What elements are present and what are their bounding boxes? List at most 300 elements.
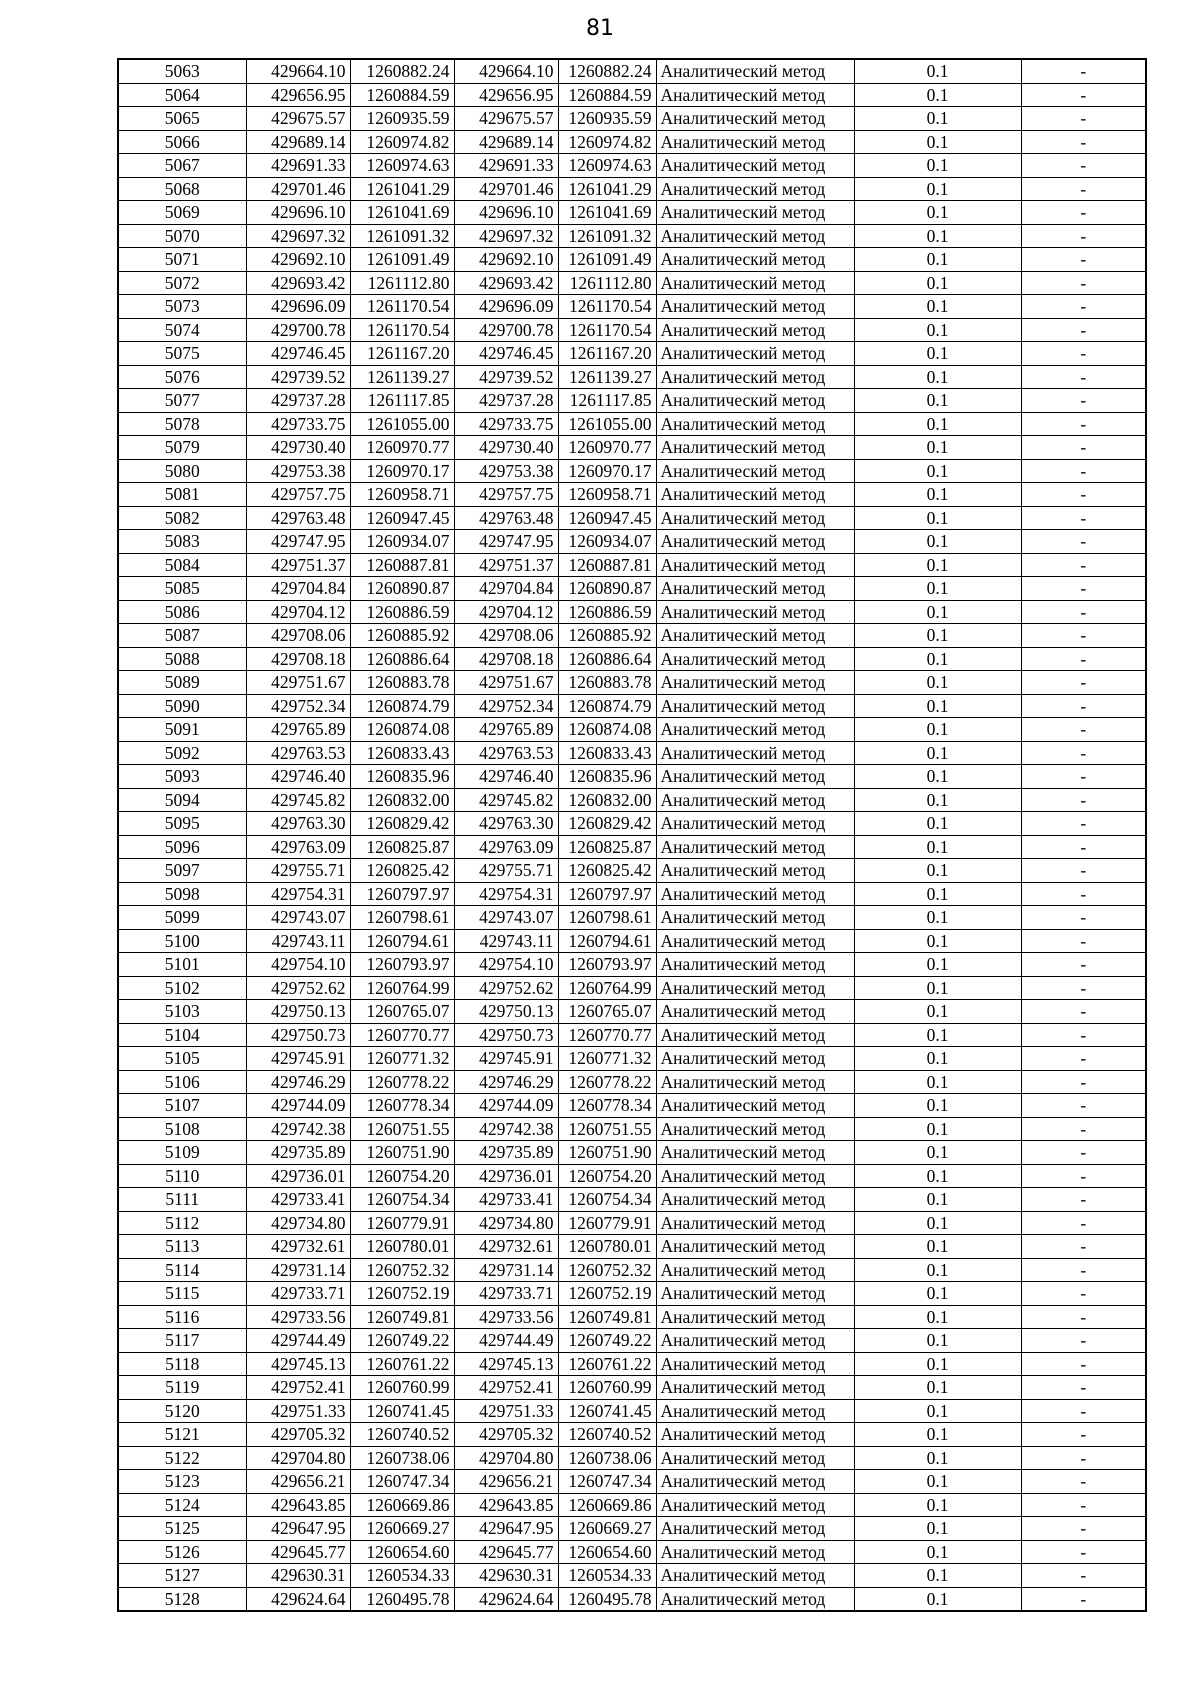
x-coordinate-cell: 429708.06 <box>454 624 558 648</box>
point-number-cell: 5101 <box>118 953 246 977</box>
table-row <box>118 530 1146 554</box>
accuracy-cell: 0.1 <box>854 859 1021 883</box>
note-cell: - <box>1021 718 1146 742</box>
method-cell: Аналитический метод <box>656 459 854 483</box>
x-coordinate-cell: 429765.89 <box>454 718 558 742</box>
y-coordinate-cell: 1260974.63 <box>558 154 656 178</box>
x-coordinate-cell: 429693.42 <box>246 271 350 295</box>
method-cell: Аналитический метод <box>656 83 854 107</box>
note-cell: - <box>1021 812 1146 836</box>
note-cell: - <box>1021 436 1146 460</box>
point-number-cell: 5123 <box>118 1470 246 1494</box>
x-coordinate-cell: 429696.09 <box>454 295 558 319</box>
accuracy-cell: 0.1 <box>854 1423 1021 1447</box>
y-coordinate-cell: 1260761.22 <box>558 1352 656 1376</box>
x-coordinate-cell: 429704.84 <box>246 577 350 601</box>
y-coordinate-cell: 1260883.78 <box>350 671 454 695</box>
y-coordinate-cell: 1260829.42 <box>350 812 454 836</box>
y-coordinate-cell: 1260765.07 <box>350 1000 454 1024</box>
x-coordinate-cell: 429643.85 <box>454 1493 558 1517</box>
table-row <box>118 929 1146 953</box>
note-cell: - <box>1021 530 1146 554</box>
y-coordinate-cell: 1260754.34 <box>350 1188 454 1212</box>
x-coordinate-cell: 429750.13 <box>246 1000 350 1024</box>
table-row <box>118 1047 1146 1071</box>
note-cell: - <box>1021 130 1146 154</box>
coordinates-table <box>117 58 1147 1612</box>
point-number-cell: 5071 <box>118 248 246 272</box>
x-coordinate-cell: 429704.12 <box>246 600 350 624</box>
x-coordinate-cell: 429630.31 <box>454 1564 558 1588</box>
note-cell: - <box>1021 1470 1146 1494</box>
accuracy-cell: 0.1 <box>854 906 1021 930</box>
point-number-cell: 5094 <box>118 788 246 812</box>
table-row <box>118 83 1146 107</box>
y-coordinate-cell: 1260886.59 <box>350 600 454 624</box>
x-coordinate-cell: 429745.82 <box>454 788 558 812</box>
point-number-cell: 5114 <box>118 1258 246 1282</box>
method-cell: Аналитический метод <box>656 718 854 742</box>
point-number-cell: 5122 <box>118 1446 246 1470</box>
note-cell: - <box>1021 1141 1146 1165</box>
x-coordinate-cell: 429746.29 <box>454 1070 558 1094</box>
x-coordinate-cell: 429708.18 <box>246 647 350 671</box>
table-row <box>118 412 1146 436</box>
method-cell: Аналитический метод <box>656 177 854 201</box>
table-row <box>118 812 1146 836</box>
x-coordinate-cell: 429763.53 <box>454 741 558 765</box>
point-number-cell: 5124 <box>118 1493 246 1517</box>
accuracy-cell: 0.1 <box>854 647 1021 671</box>
table-row <box>118 694 1146 718</box>
y-coordinate-cell: 1260825.87 <box>350 835 454 859</box>
note-cell: - <box>1021 107 1146 131</box>
method-cell: Аналитический метод <box>656 1258 854 1282</box>
note-cell: - <box>1021 1423 1146 1447</box>
method-cell: Аналитический метод <box>656 1188 854 1212</box>
method-cell: Аналитический метод <box>656 130 854 154</box>
y-coordinate-cell: 1260747.34 <box>558 1470 656 1494</box>
accuracy-cell: 0.1 <box>854 577 1021 601</box>
x-coordinate-cell: 429742.38 <box>246 1117 350 1141</box>
x-coordinate-cell: 429696.10 <box>246 201 350 225</box>
x-coordinate-cell: 429751.33 <box>454 1399 558 1423</box>
point-number-cell: 5081 <box>118 483 246 507</box>
table-row <box>118 718 1146 742</box>
accuracy-cell: 0.1 <box>854 1188 1021 1212</box>
x-coordinate-cell: 429701.46 <box>454 177 558 201</box>
y-coordinate-cell: 1261167.20 <box>558 342 656 366</box>
x-coordinate-cell: 429733.71 <box>246 1282 350 1306</box>
y-coordinate-cell: 1260974.82 <box>350 130 454 154</box>
table-row <box>118 365 1146 389</box>
x-coordinate-cell: 429754.31 <box>246 882 350 906</box>
point-number-cell: 5103 <box>118 1000 246 1024</box>
table-row <box>118 1352 1146 1376</box>
method-cell: Аналитический метод <box>656 248 854 272</box>
x-coordinate-cell: 429731.14 <box>246 1258 350 1282</box>
note-cell: - <box>1021 295 1146 319</box>
method-cell: Аналитический метод <box>656 154 854 178</box>
accuracy-cell: 0.1 <box>854 929 1021 953</box>
table-row <box>118 788 1146 812</box>
x-coordinate-cell: 429704.84 <box>454 577 558 601</box>
method-cell: Аналитический метод <box>656 929 854 953</box>
x-coordinate-cell: 429754.10 <box>454 953 558 977</box>
x-coordinate-cell: 429730.40 <box>454 436 558 460</box>
x-coordinate-cell: 429656.95 <box>246 83 350 107</box>
note-cell: - <box>1021 1376 1146 1400</box>
x-coordinate-cell: 429754.10 <box>246 953 350 977</box>
note-cell: - <box>1021 1517 1146 1541</box>
point-number-cell: 5089 <box>118 671 246 695</box>
method-cell: Аналитический метод <box>656 389 854 413</box>
x-coordinate-cell: 429647.95 <box>454 1517 558 1541</box>
note-cell: - <box>1021 318 1146 342</box>
table-row <box>118 177 1146 201</box>
x-coordinate-cell: 429697.32 <box>454 224 558 248</box>
y-coordinate-cell: 1260793.97 <box>558 953 656 977</box>
method-cell: Аналитический метод <box>656 694 854 718</box>
y-coordinate-cell: 1260970.17 <box>350 459 454 483</box>
x-coordinate-cell: 429691.33 <box>246 154 350 178</box>
table-row <box>118 248 1146 272</box>
y-coordinate-cell: 1260794.61 <box>558 929 656 953</box>
accuracy-cell: 0.1 <box>854 1000 1021 1024</box>
point-number-cell: 5069 <box>118 201 246 225</box>
table-row <box>118 1000 1146 1024</box>
y-coordinate-cell: 1260825.42 <box>558 859 656 883</box>
point-number-cell: 5072 <box>118 271 246 295</box>
accuracy-cell: 0.1 <box>854 1587 1021 1611</box>
accuracy-cell: 0.1 <box>854 1070 1021 1094</box>
note-cell: - <box>1021 1258 1146 1282</box>
x-coordinate-cell: 429763.30 <box>454 812 558 836</box>
x-coordinate-cell: 429765.89 <box>246 718 350 742</box>
table-row <box>118 1117 1146 1141</box>
accuracy-cell: 0.1 <box>854 412 1021 436</box>
note-cell: - <box>1021 483 1146 507</box>
method-cell: Аналитический метод <box>656 201 854 225</box>
x-coordinate-cell: 429744.09 <box>454 1094 558 1118</box>
y-coordinate-cell: 1261170.54 <box>558 295 656 319</box>
point-number-cell: 5125 <box>118 1517 246 1541</box>
note-cell: - <box>1021 1493 1146 1517</box>
x-coordinate-cell: 429752.62 <box>246 976 350 1000</box>
accuracy-cell: 0.1 <box>854 765 1021 789</box>
table-row <box>118 1446 1146 1470</box>
accuracy-cell: 0.1 <box>854 530 1021 554</box>
x-coordinate-cell: 429745.13 <box>454 1352 558 1376</box>
point-number-cell: 5078 <box>118 412 246 436</box>
x-coordinate-cell: 429624.64 <box>454 1587 558 1611</box>
method-cell: Аналитический метод <box>656 859 854 883</box>
y-coordinate-cell: 1261091.49 <box>350 248 454 272</box>
method-cell: Аналитический метод <box>656 1235 854 1259</box>
table-row <box>118 1493 1146 1517</box>
point-number-cell: 5099 <box>118 906 246 930</box>
note-cell: - <box>1021 741 1146 765</box>
y-coordinate-cell: 1260835.96 <box>558 765 656 789</box>
note-cell: - <box>1021 1282 1146 1306</box>
table-row <box>118 1094 1146 1118</box>
note-cell: - <box>1021 224 1146 248</box>
point-number-cell: 5120 <box>118 1399 246 1423</box>
table-row <box>118 882 1146 906</box>
table-row <box>118 342 1146 366</box>
x-coordinate-cell: 429752.41 <box>246 1376 350 1400</box>
point-number-cell: 5098 <box>118 882 246 906</box>
method-cell: Аналитический метод <box>656 107 854 131</box>
point-number-cell: 5064 <box>118 83 246 107</box>
x-coordinate-cell: 429747.95 <box>454 530 558 554</box>
x-coordinate-cell: 429763.48 <box>246 506 350 530</box>
point-number-cell: 5097 <box>118 859 246 883</box>
table-row <box>118 459 1146 483</box>
note-cell: - <box>1021 59 1146 83</box>
y-coordinate-cell: 1261041.69 <box>350 201 454 225</box>
y-coordinate-cell: 1260884.59 <box>350 83 454 107</box>
method-cell: Аналитический метод <box>656 1399 854 1423</box>
x-coordinate-cell: 429745.13 <box>246 1352 350 1376</box>
x-coordinate-cell: 429747.95 <box>246 530 350 554</box>
table-row <box>118 1141 1146 1165</box>
point-number-cell: 5096 <box>118 835 246 859</box>
note-cell: - <box>1021 976 1146 1000</box>
accuracy-cell: 0.1 <box>854 835 1021 859</box>
table-row <box>118 154 1146 178</box>
x-coordinate-cell: 429743.07 <box>246 906 350 930</box>
table-row <box>118 1376 1146 1400</box>
point-number-cell: 5104 <box>118 1023 246 1047</box>
y-coordinate-cell: 1260752.32 <box>350 1258 454 1282</box>
y-coordinate-cell: 1260947.45 <box>350 506 454 530</box>
y-coordinate-cell: 1260771.32 <box>350 1047 454 1071</box>
x-coordinate-cell: 429705.32 <box>454 1423 558 1447</box>
y-coordinate-cell: 1260761.22 <box>350 1352 454 1376</box>
x-coordinate-cell: 429755.71 <box>454 859 558 883</box>
accuracy-cell: 0.1 <box>854 1305 1021 1329</box>
y-coordinate-cell: 1260738.06 <box>350 1446 454 1470</box>
table-row <box>118 859 1146 883</box>
accuracy-cell: 0.1 <box>854 1517 1021 1541</box>
x-coordinate-cell: 429752.62 <box>454 976 558 1000</box>
x-coordinate-cell: 429645.77 <box>246 1540 350 1564</box>
method-cell: Аналитический метод <box>656 1094 854 1118</box>
note-cell: - <box>1021 1329 1146 1353</box>
method-cell: Аналитический метод <box>656 506 854 530</box>
point-number-cell: 5116 <box>118 1305 246 1329</box>
y-coordinate-cell: 1260754.20 <box>558 1164 656 1188</box>
accuracy-cell: 0.1 <box>854 882 1021 906</box>
y-coordinate-cell: 1260934.07 <box>350 530 454 554</box>
x-coordinate-cell: 429736.01 <box>246 1164 350 1188</box>
table-row <box>118 1517 1146 1541</box>
x-coordinate-cell: 429696.09 <box>246 295 350 319</box>
table-row <box>118 953 1146 977</box>
accuracy-cell: 0.1 <box>854 201 1021 225</box>
y-coordinate-cell: 1260886.64 <box>558 647 656 671</box>
x-coordinate-cell: 429757.75 <box>454 483 558 507</box>
x-coordinate-cell: 429689.14 <box>246 130 350 154</box>
y-coordinate-cell: 1260778.22 <box>558 1070 656 1094</box>
x-coordinate-cell: 429750.13 <box>454 1000 558 1024</box>
accuracy-cell: 0.1 <box>854 107 1021 131</box>
x-coordinate-cell: 429763.09 <box>246 835 350 859</box>
accuracy-cell: 0.1 <box>854 1493 1021 1517</box>
x-coordinate-cell: 429746.29 <box>246 1070 350 1094</box>
y-coordinate-cell: 1261170.54 <box>350 295 454 319</box>
x-coordinate-cell: 429750.73 <box>454 1023 558 1047</box>
y-coordinate-cell: 1260669.86 <box>350 1493 454 1517</box>
note-cell: - <box>1021 1070 1146 1094</box>
y-coordinate-cell: 1260797.97 <box>350 882 454 906</box>
note-cell: - <box>1021 694 1146 718</box>
note-cell: - <box>1021 459 1146 483</box>
y-coordinate-cell: 1260764.99 <box>558 976 656 1000</box>
note-cell: - <box>1021 1000 1146 1024</box>
x-coordinate-cell: 429697.32 <box>246 224 350 248</box>
note-cell: - <box>1021 389 1146 413</box>
y-coordinate-cell: 1260760.99 <box>350 1376 454 1400</box>
y-coordinate-cell: 1260741.45 <box>350 1399 454 1423</box>
y-coordinate-cell: 1261117.85 <box>558 389 656 413</box>
y-coordinate-cell: 1260760.99 <box>558 1376 656 1400</box>
point-number-cell: 5090 <box>118 694 246 718</box>
y-coordinate-cell: 1260534.33 <box>350 1564 454 1588</box>
accuracy-cell: 0.1 <box>854 1446 1021 1470</box>
method-cell: Аналитический метод <box>656 1000 854 1024</box>
table-row <box>118 130 1146 154</box>
table-row <box>118 1470 1146 1494</box>
x-coordinate-cell: 429743.11 <box>454 929 558 953</box>
accuracy-cell: 0.1 <box>854 1282 1021 1306</box>
method-cell: Аналитический метод <box>656 882 854 906</box>
x-coordinate-cell: 429624.64 <box>246 1587 350 1611</box>
accuracy-cell: 0.1 <box>854 976 1021 1000</box>
x-coordinate-cell: 429731.14 <box>454 1258 558 1282</box>
point-number-cell: 5095 <box>118 812 246 836</box>
note-cell: - <box>1021 624 1146 648</box>
point-number-cell: 5086 <box>118 600 246 624</box>
table-row <box>118 741 1146 765</box>
y-coordinate-cell: 1260749.81 <box>350 1305 454 1329</box>
x-coordinate-cell: 429746.45 <box>454 342 558 366</box>
x-coordinate-cell: 429763.48 <box>454 506 558 530</box>
method-cell: Аналитический метод <box>656 1376 854 1400</box>
y-coordinate-cell: 1260890.87 <box>558 577 656 601</box>
point-number-cell: 5093 <box>118 765 246 789</box>
note-cell: - <box>1021 1211 1146 1235</box>
x-coordinate-cell: 429746.40 <box>454 765 558 789</box>
accuracy-cell: 0.1 <box>854 953 1021 977</box>
note-cell: - <box>1021 953 1146 977</box>
x-coordinate-cell: 429708.18 <box>454 647 558 671</box>
point-number-cell: 5121 <box>118 1423 246 1447</box>
point-number-cell: 5108 <box>118 1117 246 1141</box>
method-cell: Аналитический метод <box>656 553 854 577</box>
point-number-cell: 5088 <box>118 647 246 671</box>
note-cell: - <box>1021 1094 1146 1118</box>
x-coordinate-cell: 429704.80 <box>454 1446 558 1470</box>
accuracy-cell: 0.1 <box>854 1094 1021 1118</box>
accuracy-cell: 0.1 <box>854 624 1021 648</box>
x-coordinate-cell: 429752.41 <box>454 1376 558 1400</box>
point-number-cell: 5070 <box>118 224 246 248</box>
note-cell: - <box>1021 1587 1146 1611</box>
y-coordinate-cell: 1260780.01 <box>350 1235 454 1259</box>
accuracy-cell: 0.1 <box>854 1117 1021 1141</box>
y-coordinate-cell: 1260974.82 <box>558 130 656 154</box>
y-coordinate-cell: 1260779.91 <box>350 1211 454 1235</box>
y-coordinate-cell: 1260935.59 <box>558 107 656 131</box>
accuracy-cell: 0.1 <box>854 1352 1021 1376</box>
method-cell: Аналитический метод <box>656 1423 854 1447</box>
y-coordinate-cell: 1260751.55 <box>350 1117 454 1141</box>
y-coordinate-cell: 1260882.24 <box>558 59 656 83</box>
accuracy-cell: 0.1 <box>854 365 1021 389</box>
method-cell: Аналитический метод <box>656 483 854 507</box>
x-coordinate-cell: 429753.38 <box>246 459 350 483</box>
table-row <box>118 436 1146 460</box>
x-coordinate-cell: 429705.32 <box>246 1423 350 1447</box>
y-coordinate-cell: 1260934.07 <box>558 530 656 554</box>
point-number-cell: 5082 <box>118 506 246 530</box>
table-row <box>118 224 1146 248</box>
method-cell: Аналитический метод <box>656 1564 854 1588</box>
table-row <box>118 1540 1146 1564</box>
y-coordinate-cell: 1260974.63 <box>350 154 454 178</box>
x-coordinate-cell: 429664.10 <box>454 59 558 83</box>
x-coordinate-cell: 429708.06 <box>246 624 350 648</box>
y-coordinate-cell: 1260887.81 <box>350 553 454 577</box>
x-coordinate-cell: 429647.95 <box>246 1517 350 1541</box>
point-number-cell: 5102 <box>118 976 246 1000</box>
note-cell: - <box>1021 1305 1146 1329</box>
table-body <box>118 59 1146 1611</box>
y-coordinate-cell: 1261167.20 <box>350 342 454 366</box>
x-coordinate-cell: 429692.10 <box>454 248 558 272</box>
y-coordinate-cell: 1260935.59 <box>350 107 454 131</box>
y-coordinate-cell: 1260886.64 <box>350 647 454 671</box>
y-coordinate-cell: 1260765.07 <box>558 1000 656 1024</box>
method-cell: Аналитический метод <box>656 1023 854 1047</box>
x-coordinate-cell: 429755.71 <box>246 859 350 883</box>
accuracy-cell: 0.1 <box>854 83 1021 107</box>
accuracy-cell: 0.1 <box>854 600 1021 624</box>
y-coordinate-cell: 1261112.80 <box>350 271 454 295</box>
y-coordinate-cell: 1260970.77 <box>350 436 454 460</box>
method-cell: Аналитический метод <box>656 224 854 248</box>
table-row <box>118 201 1146 225</box>
point-number-cell: 5128 <box>118 1587 246 1611</box>
method-cell: Аналитический метод <box>656 1470 854 1494</box>
method-cell: Аналитический метод <box>656 1164 854 1188</box>
method-cell: Аналитический метод <box>656 671 854 695</box>
accuracy-cell: 0.1 <box>854 483 1021 507</box>
accuracy-cell: 0.1 <box>854 718 1021 742</box>
method-cell: Аналитический метод <box>656 318 854 342</box>
y-coordinate-cell: 1260749.22 <box>558 1329 656 1353</box>
note-cell: - <box>1021 671 1146 695</box>
method-cell: Аналитический метод <box>656 1117 854 1141</box>
method-cell: Аналитический метод <box>656 295 854 319</box>
note-cell: - <box>1021 365 1146 389</box>
y-coordinate-cell: 1260793.97 <box>350 953 454 977</box>
y-coordinate-cell: 1260752.32 <box>558 1258 656 1282</box>
accuracy-cell: 0.1 <box>854 1211 1021 1235</box>
x-coordinate-cell: 429700.78 <box>246 318 350 342</box>
